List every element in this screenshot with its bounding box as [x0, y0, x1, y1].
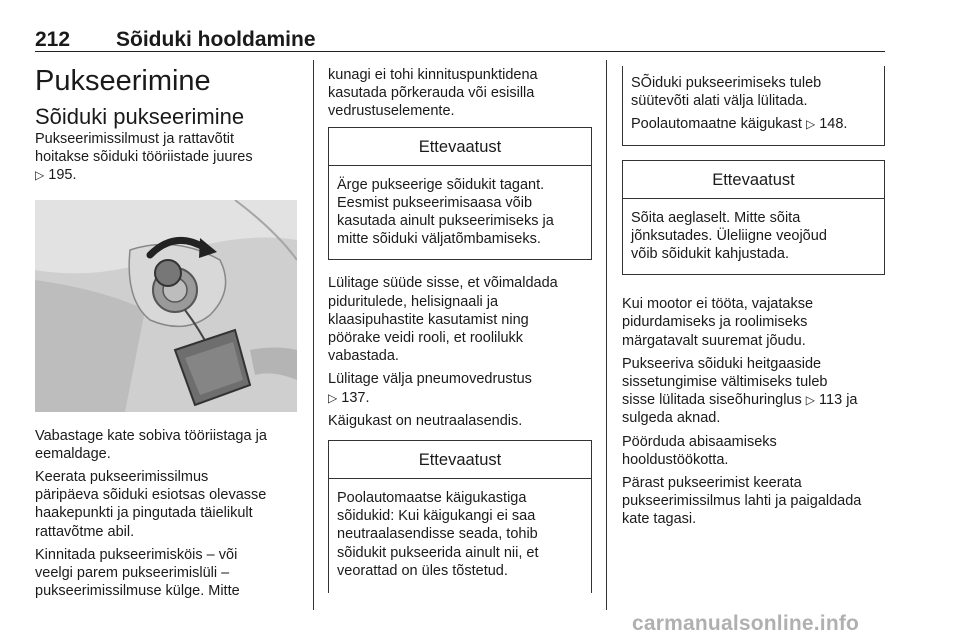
page-ref-icon[interactable]: ▷ — [35, 168, 45, 183]
caution-title: Ettevaatust — [329, 441, 591, 479]
paragraph: Keerata pukseerimissilmus päripäeva sõiduki esiotsas olevasse haakepunkti ja pingutada täielikult rattavõtme abil. — [35, 469, 267, 540]
towing-eye-drawing — [35, 200, 297, 412]
page-number: 212 — [35, 28, 71, 51]
caution-text: Ärge pukseerige sõidukit tagant. Eesmist pukseerimisaasa võib kasutada ainult pukseerimiseks ja mitte sõiduki väljatõmbamiseks. — [337, 176, 554, 248]
paragraph: Pöörduda abisaamiseks hooldustöökotta. — [622, 433, 777, 468]
paragraph: Pukseeriva sõiduki heitgaaside sissetungimise vältimiseks tuleb sisse lülitada siseõhuringlus ▷ 113 ja sulgeda aknad. — [622, 355, 858, 427]
warning-text: Poolautomaatne käigukast ▷ 148. — [631, 116, 848, 133]
page-ref-icon[interactable]: ▷ — [805, 393, 816, 408]
subsection-heading: Sõiduki pukseerimine — [35, 104, 245, 129]
paragraph: Vabastage kate sobiva tööriistaga ja eemaldage. — [35, 427, 267, 462]
caution-box — [328, 127, 592, 261]
page-header — [35, 28, 885, 52]
column-2 — [328, 66, 592, 607]
paragraph: Pukseerimissilmust ja rattavõtit hoitakse sõiduki tööriistade juures ▷ 195. — [35, 131, 253, 184]
paragraph: Kinnitada pukseerimisköis – või veelgi parem pukseerimislüli – pukseerimissilmuse külge. Mitte — [35, 546, 240, 600]
caution-text: Sõita aeglaselt. Mitte sõita jõnksutades. Üleliigne veojõud võib sõidukit kahjustada. — [631, 209, 827, 263]
paragraph: Pärast pukseerimist keerata pukseerimissilmus lahti ja paigaldada kate tagasi. — [622, 475, 862, 528]
page-ref-icon[interactable]: ▷ — [328, 390, 338, 405]
column-1 — [35, 60, 297, 605]
chapter-title: Sõiduki hooldamine — [116, 28, 316, 51]
column-3 — [622, 66, 885, 534]
paragraph: Lülitage süüde sisse, et võimaldada piduritulede, helisignaali ja klaasipuhastite kasutamist ning pöörake veidi rooli, et roolilukk vabastada. — [328, 275, 558, 365]
caution-box — [622, 160, 885, 276]
caution-text: Poolautomaatse käigukastiga sõidukid: Kui käigukangi ei saa neutraalasendisse seada, tohib sõidukit pukseerida ainult nii, et veorattad on üles tõstetud. — [337, 490, 539, 579]
towing-eye-illustration — [35, 200, 297, 412]
warning-text: SÕiduki pukseerimiseks tuleb süütevõti alati välja lülitada. — [631, 75, 822, 110]
column-divider — [313, 60, 314, 610]
caution-box — [328, 440, 592, 593]
paragraph: kunagi ei tohi kinnituspunktidena kasutada põrkerauda või esisilla vedrustuselemente. — [328, 67, 538, 120]
column-divider — [606, 60, 607, 610]
caution-title: Ettevaatust — [623, 161, 884, 199]
page-ref-icon[interactable]: ▷ — [805, 117, 816, 132]
watermark-site: carmanualsonline.info — [632, 612, 860, 635]
warning-continuation-box — [622, 66, 885, 146]
paragraph: Käigukast on neutraalasendis. — [328, 412, 523, 429]
section-heading: Pukseerimine — [35, 65, 211, 97]
caution-title: Ettevaatust — [329, 128, 591, 166]
paragraph: Kui mootor ei tööta, vajatakse pidurdamiseks ja roolimiseks märgatavalt suuremat jõudu. — [622, 296, 814, 349]
paragraph: Lülitage välja pneumovedrustus ▷ 137. — [328, 371, 532, 406]
